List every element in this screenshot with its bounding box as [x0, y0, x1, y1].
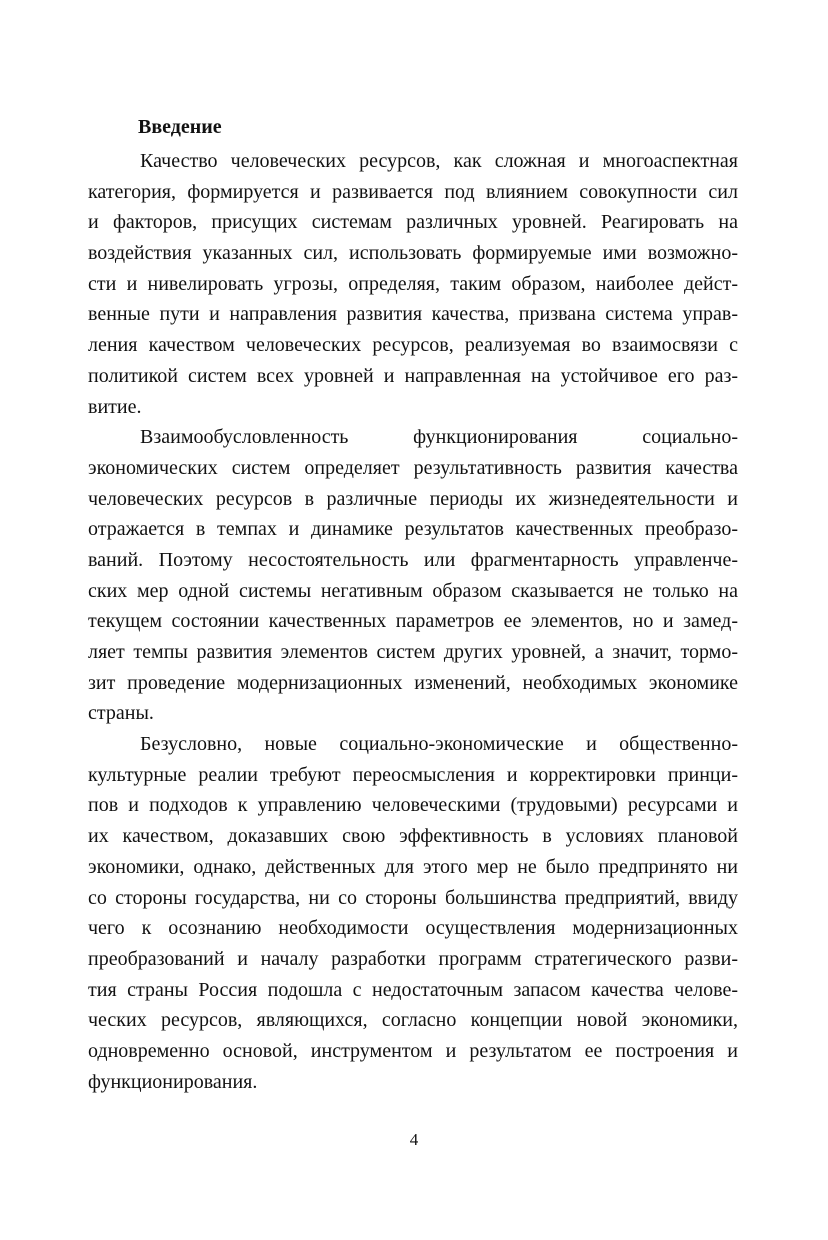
text-line: текущем состоянии качественных параметров ее элементов, но и замед- — [88, 610, 738, 633]
text-line: ления качеством человеческих ресурсов, реализуемая во взаимосвязи с — [88, 334, 738, 357]
text-line: тия страны Россия подошла с недостаточным запасом качества челове- — [88, 978, 738, 1001]
text-line: человеческих ресурсов в различные периоды их жизнедеятельности и — [88, 487, 738, 510]
body-text — [88, 146, 738, 1097]
text-line: и факторов, присущих системам различных уровней. Реагировать на — [88, 211, 738, 234]
text-line: отражается в темпах и динамике результатов качественных преобразо- — [88, 518, 738, 541]
text-line: со стороны государства, ни со стороны большинства предприятий, ввиду — [88, 886, 738, 909]
text-line: их качеством, доказавших свою эффективность в условиях плановой — [88, 825, 738, 848]
document-page — [88, 112, 738, 1097]
text-line: страны. — [88, 702, 154, 725]
section-heading: Введение — [138, 116, 222, 138]
text-line: ческих ресурсов, являющихся, согласно концепции новой экономики, — [88, 1009, 738, 1032]
text-line: пов и подходов к управлению человеческими (трудовыми) ресурсами и — [88, 794, 738, 817]
paragraph — [88, 422, 738, 729]
text-line: функционирования. — [88, 1070, 258, 1093]
paragraph — [88, 146, 738, 422]
text-line: ских мер одной системы негативным образом сказывается не только на — [88, 579, 738, 602]
text-line: политикой систем всех уровней и направленная на устойчивое его раз- — [88, 364, 738, 387]
text-line: чего к осознанию необходимости осуществления модернизационных — [88, 917, 738, 940]
text-line: ваний. Поэтому несостоятельность или фрагментарность управленче- — [88, 548, 738, 571]
text-line: ляет темпы развития элементов систем других уровней, а значит, тормо- — [88, 641, 738, 663]
text-line: преобразований и началу разработки программ стратегического разви- — [88, 947, 738, 970]
text-line: экономических систем определяет результативность развития качества — [88, 456, 738, 479]
text-line: венные пути и направления развития качества, призвана система управ- — [88, 303, 738, 326]
text-line: культурные реалии требуют переосмысления и корректировки принци- — [88, 763, 738, 786]
text-line: витие. — [88, 395, 142, 418]
paragraph — [88, 729, 738, 1097]
text-line: воздействия указанных сил, использовать формируемые ими возможно- — [88, 242, 738, 265]
text-line: одновременно основой, инструментом и результатом ее построения и — [88, 1039, 738, 1062]
text-line: категория, формируется и развивается под влиянием совокупности сил — [88, 180, 738, 203]
text-line: экономики, однако, действенных для этого мер не было предпринято ни — [88, 855, 738, 878]
text-line: Качество человеческих ресурсов, как сложная и многоаспектная — [140, 150, 738, 172]
text-line: зит проведение модернизационных изменений, необходимых экономике — [88, 671, 738, 694]
text-line: сти и нивелировать угрозы, определяя, таким образом, наиболее дейст- — [88, 272, 738, 295]
text-line: Безусловно, новые социально-экономические и общественно- — [140, 733, 738, 756]
page-number: 4 — [409, 1130, 419, 1149]
text-line: Взаимообусловленность функционирования социально- — [140, 426, 738, 449]
